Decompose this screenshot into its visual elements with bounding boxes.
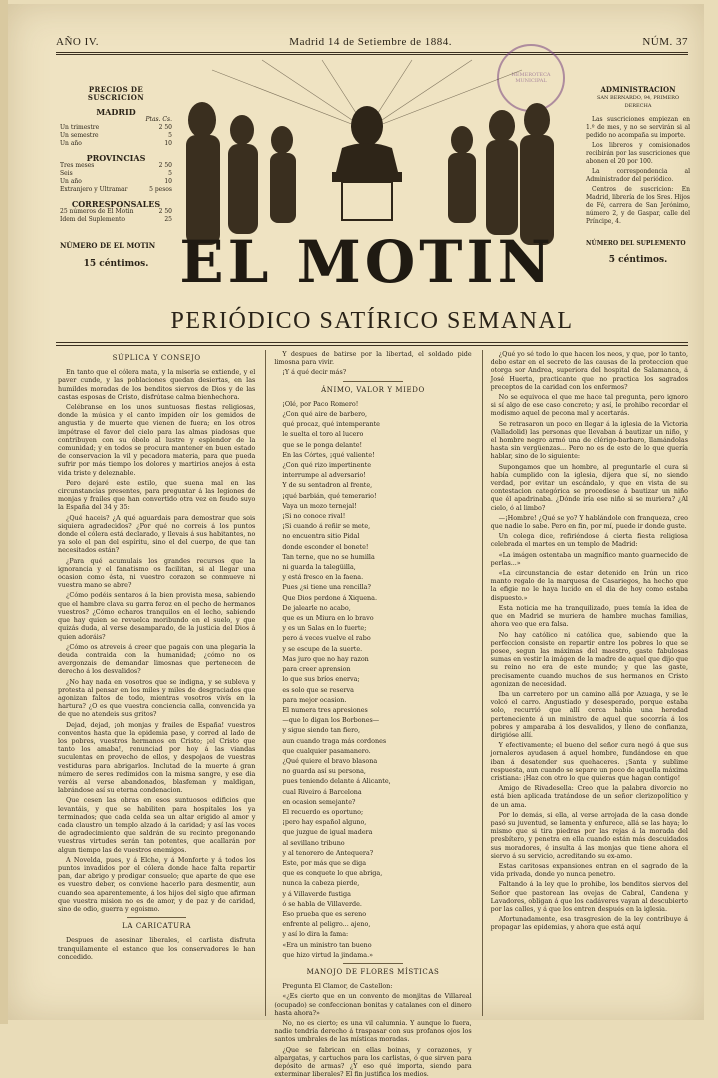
price-value: 5 pesos bbox=[149, 186, 172, 193]
article-heading-animo: ÁNIMO, VALOR Y MIEDO bbox=[321, 385, 425, 394]
madrid-price-row bbox=[60, 132, 172, 140]
administration-title: ADMINISTRACION bbox=[600, 85, 676, 94]
article-caricatura-body bbox=[58, 936, 255, 961]
logo-text: EL MOTIN bbox=[179, 228, 555, 296]
verse-line: no guarda así su persona, bbox=[282, 767, 366, 776]
verse-line: le suelta el toro al lucero bbox=[282, 430, 364, 439]
paragraph: Estas caritosas expansiones entran en el sagrado de la vida privada, donde yo nunca penetro. bbox=[490, 861, 688, 879]
paragraph: ¿Qué yo sé todo lo que hacen los neos, y que, por lo tanto, debo estar en el secreto de las causas de la proteccion que otorga sor Andrea, superiora del hospital de Salamanca, á José Huerta, practicante que no practica los sagrados preceptos de la caridad con los enfermos? bbox=[490, 350, 688, 391]
madrid-price-row bbox=[60, 124, 172, 132]
verse-line: enfrente al peligro... ajeno, bbox=[282, 920, 371, 929]
verse-line: Este, por más que se diga bbox=[282, 858, 367, 867]
verse-line: y sigue siendo tan fiero, bbox=[282, 726, 361, 735]
verse-line: que se le ponga delante! bbox=[282, 440, 363, 449]
verse-line: ¿Con qué rizo impertinente bbox=[282, 461, 372, 470]
verse-line: ó se habla de Villaverde. bbox=[282, 899, 362, 908]
paragraph: «La circunstancia de estar detenido en Irún un rico manto regalo de la marquesa de Casariegos, ha hecho que la efigie no le haya lucido en el dia de hoy como estaba dispuesto.» bbox=[490, 569, 688, 602]
paragraph: Afortunadamente, esa trasgresion de la ley contribuye á propagar las epidemias, y ahora que está aquí bbox=[490, 915, 688, 932]
verse-line: ni guarda la talegüilla, bbox=[282, 563, 356, 572]
verse-line: que juzgue de igual madera bbox=[282, 828, 373, 837]
corresponsales-price-row bbox=[60, 208, 172, 216]
paragraph: ¿Cómo podéis sentaros á la bien provista mesa, sabiendo que el hambre clava su garra feroz en el pecho de hermanos vuestros? ¿Cómo echaros tranquilos en el lecho, sabiendo que hay quien se revuelca moribundo en el suelo, y que quizás duda, al verse desamparado, de la justicia del Dios á quien adoráis? bbox=[58, 591, 256, 641]
verse-line: que es un Miura en lo bravo bbox=[282, 614, 374, 623]
verse-line: donde esconder el bonete! bbox=[282, 542, 369, 551]
verse-line: que hizo virtud la jindama.» bbox=[282, 950, 374, 959]
paragraph: ¿No hay nada en vosotros que se indigna, y se subleva y protesta al pensar en los miles y miles de desgraciados que agonizan faltos de todo, mientras vosotros vivís en la hartura? ¿O es que vuestra conciencia calla, convencida ya de que no atendeis sus gritos? bbox=[58, 677, 256, 719]
issue-date: Madrid 14 de Setiembre de 1884. bbox=[289, 36, 453, 48]
subscription-prices-box bbox=[60, 86, 172, 268]
paragraph: No, no es cierto; es una vil calumnia. Y aunque lo fuera, nadie tendría derecho á traspasar con sus profanos ojos los santos umbrales de las místicas moradas. bbox=[274, 1019, 472, 1044]
caption-line: ¡Y á qué decir más? bbox=[282, 368, 347, 377]
supplement-price: 5 céntimos. bbox=[608, 255, 668, 265]
paragraph: Despues de asesinar liberales, el carlista disfruta tranquilamente el estanco que los conservadores le han concedido. bbox=[58, 936, 256, 961]
price-label: Idem del Suplemento bbox=[60, 216, 125, 223]
article-heading-suplica: SÚPLICA Y CONSEJO bbox=[112, 354, 201, 362]
verse-line: Mas juro que no hay razon bbox=[282, 654, 369, 663]
paragraph: No se equivoca el que me hace tal pregunta, pero ignoro si sí algo de ese caso concreto; y así, le prohibo recordar el modismo aquel de pecona mal y acertarás. bbox=[490, 393, 688, 418]
title-rule-2 bbox=[56, 345, 688, 346]
issue-price: 15 céntimos. bbox=[83, 259, 149, 269]
paragraph: Amigo de Rivadesella: Creo que la palabra divorcio no está bien aplicada tratándose de un señor clerizopolítico y de un ama. bbox=[490, 784, 688, 809]
verse-line: ¡Si cuando á reñir se mete, bbox=[282, 522, 371, 531]
provincias-price-row bbox=[60, 162, 172, 170]
administration-notes bbox=[586, 116, 690, 226]
verse-line: que es conquete lo que abriga, bbox=[282, 869, 383, 878]
price-value: 2 50 bbox=[158, 208, 172, 215]
verse-line: interrumpe al adversario! bbox=[282, 471, 366, 480]
paragraph: Por lo demás, si ella, al verse arrojada de la casa donde pasó su juventud, se lamenta y enfurece, allá se las haya; lo mismo que si tira piedras por las rejas á la morada del presbítero, y penetra en ella cuando están más descuidados sus moradores, é insulta á las monjas que tiene ahora el siervo á su servicio, acreditando su ex-amo. bbox=[490, 810, 688, 860]
issue-year: AÑO IV. bbox=[56, 36, 100, 48]
article-heading-manojo: MANOJO DE FLORES MÍSTICAS bbox=[306, 967, 440, 976]
poem-animo-valor-miedo bbox=[274, 400, 471, 959]
price-label: Un trimestre bbox=[60, 124, 100, 131]
paragraph: ¿Qué haceis? ¿A qué aguardais para demostrar que sois siquiera agradecidos? ¿Por qué no correis á los puntos donde el cólera está declarado, y llevais á sus habitantes, no ya solo el pan del espíritu, sino el del cuerpo, de que tan necesitados están? bbox=[58, 513, 256, 555]
section-divider bbox=[127, 917, 186, 918]
corresponsales-price-row bbox=[60, 216, 172, 224]
paragraph: «¿Es cierto que en un convento de monjitas de Villareal (ocupado) se confeccionan bonitas y catalanes con el dinero hasta ahora?» bbox=[274, 992, 472, 1017]
verse-line: ¡qué barbián, qué temerario! bbox=[282, 491, 377, 500]
verse-line: y al tenorero de Antequera? bbox=[282, 848, 374, 857]
masthead-illustration bbox=[172, 60, 562, 306]
price-label: Seis bbox=[60, 170, 73, 177]
price-label: 25 números de El Motin bbox=[60, 208, 134, 215]
price-unit: Ptas. Cs. bbox=[145, 116, 172, 123]
verse-line: Vaya un mozo ternejal! bbox=[282, 501, 357, 510]
verse-line: Pues ¿si tiene una rencilla? bbox=[282, 583, 371, 592]
newspaper-subtitle: PERIÓDICO SATÍRICO SEMANAL bbox=[170, 308, 574, 334]
price-label: Un año bbox=[60, 178, 82, 185]
price-value: 10 bbox=[164, 178, 172, 185]
price-value: 10 bbox=[164, 140, 172, 147]
corresponsales-price-list bbox=[60, 208, 172, 224]
verse-line: qué procaz, qué intemperante bbox=[282, 420, 380, 429]
el-motin-logo bbox=[179, 228, 554, 296]
provincias-price-row bbox=[60, 178, 172, 186]
prices-title: PRECIOS DE SUSCRICION bbox=[87, 85, 145, 102]
verse-line: De jalearle no acabo, bbox=[282, 603, 351, 612]
paragraph: ¿Que se fabrican en ellas boinas, y corazones, y alpargatas, y cartuchos para los carlistas, ó que sirven para depósito de armas? ¿Y eso qué importa, siendo para exterminar liberales? El fin justifica los medios. bbox=[274, 1045, 472, 1078]
column-3 bbox=[482, 350, 688, 1016]
administration-note: Las suscriciones empiezan en 1.º de mes, y no se servirán si al pedido no acompaña su importe. bbox=[586, 116, 690, 139]
article-heading-caricatura: LA CARICATURA bbox=[122, 922, 192, 931]
supplement-price-label: NÚMERO DEL SUPLEMENTO bbox=[586, 240, 686, 247]
paragraph: A Novelda, pues, y á Elche, y á Monforte y á todos los puntos invadidos por el cólera donde hace falta repartir pan, dar abrigo y prodigar consuelo; que aparte de que ese es vuestro deber, os conviene hacerlo para desmentir, aun cuando sea aparentemente, á los hijos del siglo que afirman que vuestra mision no es de amor, y de paz y de caridad, sino de odio, guerra y egoismo. bbox=[58, 855, 256, 913]
column-1 bbox=[58, 350, 255, 1016]
madrid-heading: MADRID bbox=[96, 107, 136, 117]
verse-line: en ocasion semejante? bbox=[282, 797, 356, 806]
verse-line: El numera tres apresiones bbox=[282, 705, 368, 714]
paragraph: ¿Para qué acumulais los grandes recursos que la ignorancia y el fanatismo os facilitan, si al llegar una ocasion como ésta, ni vuestro corazon se conmueve ni vuestra mano se abre? bbox=[58, 556, 256, 590]
verse-line: y á Villaverde fustiga bbox=[282, 889, 351, 898]
price-value: 5 bbox=[168, 170, 172, 177]
administration-address: SAN BERNARDO, 94, PRIMERO DERECHA bbox=[596, 95, 680, 109]
verse-line: y así lo dira la fama: bbox=[282, 930, 349, 939]
provincias-heading: PROVINCIAS bbox=[86, 153, 146, 163]
administration-box bbox=[586, 86, 690, 264]
verse-line: para creer aprension bbox=[282, 665, 351, 674]
verse-line: cual Riveiro á Barcelona bbox=[282, 787, 362, 796]
verse-line: que cualquier pasamanero. bbox=[282, 746, 371, 755]
price-value: 25 bbox=[164, 216, 172, 223]
verse-line: pero á veces vuelve el rabo bbox=[282, 634, 371, 643]
column-2 bbox=[265, 350, 472, 1078]
price-label: Tres meses bbox=[60, 162, 95, 169]
administration-note: Los libreros y comisionados recibirán por las suscriciones que abonen el 20 por 100. bbox=[586, 142, 690, 165]
provincias-price-row bbox=[60, 186, 172, 194]
price-label: Un semestre bbox=[60, 132, 99, 139]
price-label: Extranjero y Ultramar bbox=[60, 186, 128, 193]
price-value: 2 50 bbox=[158, 124, 172, 131]
section-divider bbox=[343, 381, 402, 382]
paragraph: Supongamos que un hombre, al preguntarle el cura si había cumplido con la iglesia, dijera que sí, no siendo verdad, por evitar un escándalo, y que en vista de su contestacion categórica se procediese á bautizar un niño que él apadrinaba. ¿Dónde iría ese niño si se muriera? ¿Al cielo, ó al limbo? bbox=[490, 462, 688, 512]
verse-line: aun cuando traga más cordones bbox=[282, 736, 387, 745]
verse-line: nunca la cabeza pierde, bbox=[282, 879, 360, 888]
verse-line: En las Córtes, ¡qué valiente! bbox=[282, 450, 375, 459]
administration-note: Centros de suscricion: En Madrid, librería de los Sres. Hijos de Fé, carrera de San Jerónimo, número 2, y de Gaspar, calle del Príncipe, 4. bbox=[586, 186, 690, 225]
madrid-price-list bbox=[60, 124, 172, 148]
section-divider bbox=[343, 963, 402, 964]
top-rule bbox=[56, 52, 688, 53]
article-columns bbox=[58, 350, 688, 1078]
verse-line: y se escupe de la suerte. bbox=[282, 644, 363, 653]
paragraph: Pero dejaré este estilo, que suena mal en las circunstancias presentes, para preguntar á las legiones de monjas y frailes que han convertido otra vez en feudo suyo la España del 34 y 35: bbox=[58, 478, 256, 512]
verse-line: ¿Qué quiere el bravo blasona bbox=[282, 756, 378, 765]
verse-line: ¡Si no conoce rival! bbox=[282, 512, 346, 521]
paragraph: ¿Cómo os atreveis á creer que pagais con una plegaria la deuda contraida con la humanidad; ¿cómo no os avergonzais de demandar limosnas que pertenecen de derecho á los desvalidos? bbox=[58, 642, 256, 676]
paragraph: Que cesen las obras en esos suntuosos edificios que levantáis, y que se habiliten para hospitales los ya terminados; que cada celda sea un altar erigido al amor y cada claustro un templo alzado á la caridad; y así las voces de agradecimiento que saldrán de su recinto pregonando vuestras virtudes serán tan potentes, que acallarán por algun tiempo las de vuestros enemigos. bbox=[58, 796, 256, 854]
issue-number: NÚM. 37 bbox=[642, 36, 688, 48]
paragraph: Un colega dice, refiriéndose á cierta fiesta religiosa celebrada el martes en un templo de Madrid: bbox=[490, 532, 688, 549]
verse-line: no encuentra sitio Pidal bbox=[282, 532, 360, 541]
price-value: 2 50 bbox=[158, 162, 172, 169]
paragraph: «La imágen ostentaba un magnífico manto guarnecido de perlas...» bbox=[490, 550, 688, 567]
paragraph: Faltando á la ley que lo prohibe, los benditos siervos del Señor que pastorean las ovejas de Cabral, Candena y Lavadores, obligan á que los cadáveres vayan al descubierto por las calles, y á que los entren después en la iglesia. bbox=[490, 880, 688, 913]
verse-line: lo que sus bríos enerva; bbox=[282, 675, 360, 684]
corresponsales-heading: CORRESPONSALES bbox=[71, 199, 161, 209]
verse-line: y es un Salas en lo fuerte; bbox=[282, 624, 367, 633]
verse-line: Tan terne, que no se humilla bbox=[282, 552, 375, 561]
verse-line: «Era un ministro tan bueno bbox=[282, 940, 372, 949]
verse-line: es solo que se reserva bbox=[282, 685, 354, 694]
verse-line: Que Dios perdone á Xiquena. bbox=[282, 593, 377, 602]
article-manojo-body bbox=[274, 982, 471, 1078]
paragraph: En tanto que el cólera mata, y la miseria se extiende, y el paver cunde, y las poblaciones quedan desiertas, en las humildes moradas de los benditos siervos de Dios y de las castas esposas de Cristo, disfrútase calma bienhechora. bbox=[58, 368, 256, 401]
paragraph: Dejad, dejad, ¡oh monjas y frailes de España! vuestros conventos hasta que la epidemia pase, y corred al lado de los pobres, vuestros hermanos en Cristo; ¡el Cristo que tanto los amaba!, renunciad por hoy á las viandas suculentas en provecho de ellos, y despojaos de vuestras vestiduras para abrigarlos. Inclutad de la muerte á gran número de seres redimidos con la misma sangre, y ese dia veréis al verse abandonados, blasfeman y maldigan, labrándose así su eterna condenacion. bbox=[58, 720, 256, 795]
paragraph: Y efectivamente; el bueno del señor cura negó á que sus jornaleros ayudasen á aquel hombre, fundándose en que iban á desatender sus quehaceres. ¡Santa y sublime respuesta, aun cuando se separe un poco de aquella máxima cristiana: ¡Haz con otro lo que quieras que hagan contigo! bbox=[490, 741, 688, 782]
verse-line: Y de su sentadron al frente, bbox=[282, 481, 373, 490]
verse-line: ¿Con qué aire de barbero, bbox=[282, 410, 368, 419]
verse-line: ¡Olé, por Paco Romero! bbox=[282, 399, 359, 408]
paragraph: Esta noticia me ha tranquilizado, pues temía la idea de que en Madrid se muriera de hambre muchas familias, ahora veo que era falsa. bbox=[490, 603, 688, 629]
verse-line: para mejor ocasion. bbox=[282, 695, 347, 704]
verse-line: —que lo digan los Borbones— bbox=[282, 716, 380, 725]
article-suplica-body bbox=[58, 368, 255, 913]
top-rule-2 bbox=[56, 54, 688, 55]
verse-line: ¡pero hay español alguno, bbox=[282, 818, 367, 827]
paragraph: No hay católico ni católica que, sabiendo que la perfeccion consiste en repartir entre los pobres lo que se posee, segun las máximas del maestro, gaste fabulosas sumas en vestir la imágen de la madre de aquel que dijo que su reino no era de este mundo; y que las gaste, precisamente cuando muchos de sus hermanos en Cristo agonizan de necesidad. bbox=[490, 630, 688, 688]
administration-note: La correspondencia al Administrador del periódico. bbox=[586, 168, 690, 183]
madrid-price-row bbox=[60, 140, 172, 148]
verse-line: y está fresco en la faena. bbox=[282, 573, 364, 582]
title-rule bbox=[56, 342, 688, 343]
paragraph: Se retrasaron un poco en llegar á la iglesia de la Victoria (Valladolid) las personas que llevaban á bautizar un niño, y el hombre negro armó una de clérigo-barbaro, llamándolas hasta sin vergüenzas... Pero no es de esto de lo que quería hablar, sino de lo siguiente: bbox=[490, 419, 688, 461]
price-label: Un año bbox=[60, 140, 82, 147]
paragraph: Pregunta El Clamor, de Castellon: bbox=[282, 982, 393, 991]
stamp-text: HEMEROTECA MUNICIPAL bbox=[511, 72, 551, 84]
paragraph: —¡Hombre! ¿Qué se yo? Y hablándole con franqueza, creo que nadie lo sabe. Pero en fin, por mí, puede ir donde guste. bbox=[490, 513, 688, 531]
price-value: 5 bbox=[168, 132, 172, 139]
caricature-caption bbox=[274, 350, 471, 377]
verse-line: al sevillano tribuno bbox=[282, 838, 345, 847]
issue-price-label: NÚMERO DE EL MOTIN bbox=[60, 241, 156, 250]
verse-line: pues teniendo delante á Alicante, bbox=[282, 777, 391, 786]
verse-line: El recuerdo es oportuno; bbox=[282, 807, 364, 816]
verse-line: Eso prueba que es sereno bbox=[282, 909, 367, 918]
bust-on-pedestal bbox=[332, 106, 402, 220]
column-3-body bbox=[491, 350, 688, 932]
masthead-top-line bbox=[56, 36, 688, 48]
paragraph: Iba un carretero por un camino allá por Azuaga, y se le volcó el carro. Angustiado y desesperado, porque estaba solo, recurrió que allí cerca había una heredad perteneciente á un ministro de aquel que socorría á los pobres y amparaba á los desvalidos, y lleno de confianza, dirigióse allí. bbox=[490, 689, 688, 739]
caption-line: Y despues de batirse por la libertad, el soldado pide limosna para vivir. bbox=[274, 350, 472, 367]
binding-edge bbox=[0, 0, 8, 1024]
provincias-price-row bbox=[60, 170, 172, 178]
paragraph: Celébranse en los unos suntuosas fiestas religiosas, donde la música y el canto impiden oír los gemidos de angustia y de muerte que vienen de fuera; en los otros impétrase el favor del cielo para las almas piadosas que contribuyen con su óbolo al lustre y esplendor de la comunidad; y en todos se procura mantener en buen estado de conservacion la vil y pecadora materia, para que pueda sufrir por más tiempo los dolores y martirios anejos á esta vida triste y deleznable. bbox=[58, 403, 256, 477]
provincias-price-list bbox=[60, 162, 172, 194]
